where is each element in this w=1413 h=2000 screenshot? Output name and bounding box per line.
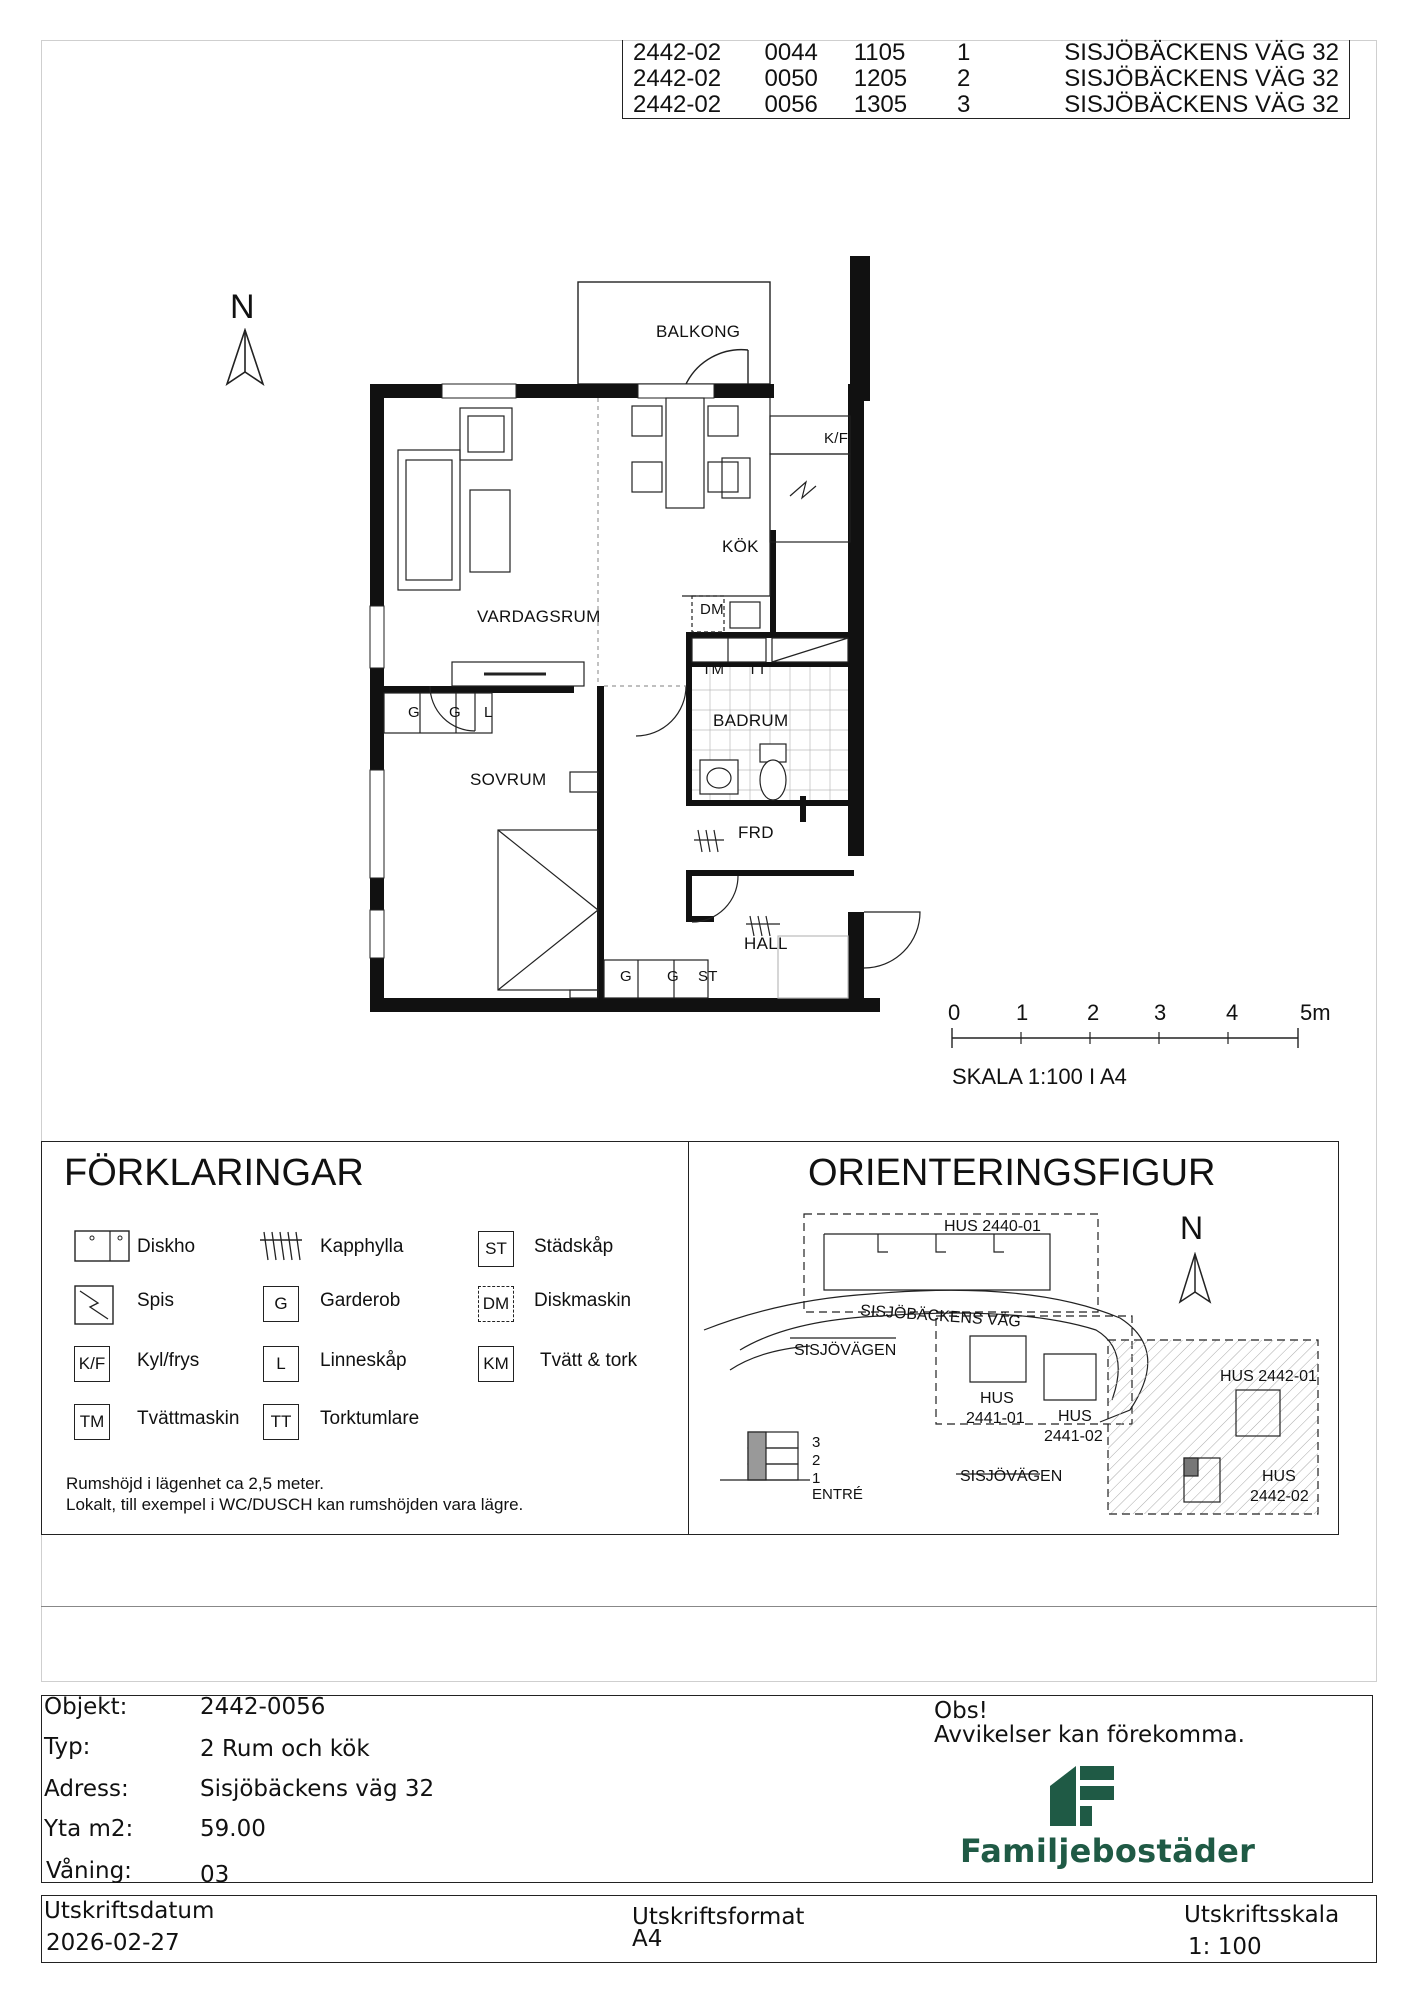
- legend-label-km: Tvätt & tork: [540, 1350, 638, 1371]
- site-label-hus-2442-01: HUS 2442-01: [1220, 1368, 1317, 1385]
- units-table-cell: 1305: [853, 91, 908, 118]
- legend-label-sink: Diskho: [137, 1236, 196, 1257]
- legend-label-g: Garderob: [320, 1290, 401, 1311]
- objekt-value: 2442-0056: [200, 1694, 326, 1720]
- fixture-st: ST: [698, 968, 718, 985]
- units-table: [622, 40, 1350, 119]
- legend-symbol-km: KM: [478, 1346, 514, 1382]
- legend-symbol-dm: DM: [478, 1286, 514, 1322]
- legend-symbol-g: G: [263, 1286, 299, 1322]
- site-label-hus-2441-01-b: 2441-01: [966, 1410, 1025, 1427]
- legend-label-coat-rack: Kapphylla: [320, 1236, 404, 1257]
- vaning-value: 03: [200, 1862, 230, 1888]
- site-label-floor-2: 2: [812, 1452, 821, 1469]
- fixture-g2: G: [449, 704, 461, 721]
- legend-label-kf: Kyl/frys: [137, 1350, 200, 1371]
- scale-tick-5: 5m: [1300, 1000, 1331, 1025]
- scale-label: SKALA 1:100 I A4: [952, 1064, 1127, 1089]
- units-table-cell: 2: [956, 65, 971, 92]
- familjebostader-logo-icon: [1050, 1764, 1114, 1826]
- coat-rack-icon: [258, 1230, 304, 1262]
- orientation-title: ORIENTERINGSFIGUR: [808, 1152, 1216, 1194]
- room-label-bedroom: SOVRUM: [470, 770, 547, 789]
- room-label-kitchen: KÖK: [722, 537, 759, 556]
- scale-tick-0: 0: [948, 1000, 961, 1025]
- legend-label-tt: Torktumlare: [320, 1408, 420, 1429]
- print-format-value: A4: [632, 1926, 663, 1952]
- objekt-label: Objekt:: [44, 1694, 128, 1720]
- units-table-row: [623, 66, 1350, 92]
- units-table-cell: 2442-02: [633, 39, 722, 66]
- site-label-hus-2440: HUS 2440-01: [944, 1218, 1041, 1235]
- vaning-label: Våning:: [46, 1858, 132, 1884]
- scale-tick-1: 1: [1016, 1000, 1029, 1025]
- print-scale-label: Utskriftsskala: [1184, 1902, 1340, 1928]
- page-divider: [41, 1606, 1377, 1607]
- scale-tick-4: 4: [1226, 1000, 1239, 1025]
- units-table-cell: 1: [956, 39, 971, 66]
- legend-symbol-tt: TT: [263, 1404, 299, 1440]
- units-table-row: [623, 92, 1350, 119]
- units-table-row: [623, 40, 1350, 66]
- site-label-hus-2442-02-b: 2442-02: [1250, 1488, 1309, 1505]
- scale-tick-3: 3: [1154, 1000, 1167, 1025]
- legend-note-2: Lokalt, till exempel i WC/DUSCH kan rumshöjden vara lägre.: [66, 1495, 524, 1514]
- notice-line-1: Obs!: [934, 1698, 988, 1724]
- fixture-l: L: [484, 704, 493, 721]
- north-arrow-icon: [224, 328, 266, 388]
- fixture-g3: G: [620, 968, 632, 985]
- plan-north-label: N: [230, 288, 255, 326]
- legend-title: FÖRKLARINGAR: [64, 1152, 364, 1194]
- site-label-street-1: SISJÖVÄGEN: [794, 1342, 897, 1359]
- legend-label-stove: Spis: [137, 1290, 174, 1311]
- fixture-kf: K/F: [824, 430, 849, 447]
- site-label-entrance: ENTRÉ: [812, 1486, 863, 1503]
- site-label-street-2: SISJÖVÄGEN: [960, 1468, 1063, 1485]
- notice-line-2: Avvikelser kan förekomma.: [934, 1722, 1245, 1748]
- legend-label-l: Linneskåp: [320, 1350, 407, 1371]
- legend-symbol-kf: K/F: [74, 1346, 110, 1382]
- units-table-cell: 1105: [853, 39, 906, 66]
- room-label-living: VARDAGSRUM: [477, 607, 601, 626]
- scale-tick-2: 2: [1087, 1000, 1100, 1025]
- units-table-cell: SISJÖBÄCKENS VÄG 32: [1064, 65, 1339, 92]
- print-format-label: Utskriftsformat: [632, 1904, 805, 1930]
- site-label-hus-2441-01-a: HUS: [980, 1390, 1014, 1407]
- site-label-street-main: SISJÖBÄCKENS VÄG: [859, 1302, 1022, 1331]
- units-table-cell: 3: [956, 91, 971, 118]
- fixture-tt: TT: [748, 661, 767, 678]
- room-label-storage: FRD: [738, 823, 774, 842]
- yta-label: Yta m2:: [44, 1816, 134, 1842]
- print-scale-value: 1: 100: [1188, 1934, 1262, 1960]
- legend-symbol-l: L: [263, 1346, 299, 1382]
- site-label-hus-2441-02-a: HUS: [1058, 1408, 1092, 1425]
- typ-value: 2 Rum och kök: [200, 1736, 370, 1762]
- units-table-cell: SISJÖBÄCKENS VÄG 32: [1064, 39, 1339, 66]
- units-table-cell: SISJÖBÄCKENS VÄG 32: [1064, 91, 1339, 118]
- site-label-hus-2441-02-b: 2441-02: [1044, 1428, 1103, 1445]
- scale-bar-graphic: [950, 1026, 1300, 1050]
- units-table-cell: 0056: [764, 91, 818, 118]
- adress-label: Adress:: [44, 1776, 129, 1802]
- adress-value: Sisjöbäckens väg 32: [200, 1776, 435, 1802]
- legend-label-st: Städskåp: [534, 1236, 614, 1257]
- site-label-floor-3: 3: [812, 1434, 821, 1451]
- room-label-balcony: BALKONG: [656, 322, 741, 341]
- typ-label: Typ:: [44, 1734, 91, 1760]
- brand-name: Familjebostäder: [960, 1832, 1256, 1870]
- legend-symbol-tm: TM: [74, 1404, 110, 1440]
- room-label-bathroom: BADRUM: [713, 711, 789, 730]
- units-table-cell: 2442-02: [633, 91, 722, 118]
- fixture-g4: G: [667, 968, 679, 985]
- site-north-label: N: [1180, 1210, 1204, 1246]
- units-table-cell: 1205: [853, 65, 908, 92]
- site-label-hus-2442-02-a: HUS: [1262, 1468, 1296, 1485]
- legend-note-1: Rumshöjd i lägenhet ca 2,5 meter.: [66, 1474, 324, 1493]
- print-date-label: Utskriftsdatum: [44, 1898, 215, 1924]
- legend-label-tm: Tvättmaskin: [137, 1408, 240, 1429]
- fixture-tm: TM: [702, 661, 725, 678]
- print-date-value: 2026-02-27: [46, 1930, 180, 1956]
- units-table-cell: 2442-02: [633, 65, 722, 92]
- fixture-g1: G: [408, 704, 420, 721]
- fixture-dm: DM: [700, 601, 724, 618]
- legend-symbol-st: ST: [478, 1231, 514, 1267]
- units-table-cell: 0050: [764, 65, 818, 92]
- room-label-hall: HALL: [744, 934, 788, 953]
- sink-icon: [74, 1230, 130, 1262]
- legend-label-dm: Diskmaskin: [534, 1290, 632, 1311]
- stove-icon: [74, 1285, 114, 1325]
- site-label-floor-1: 1: [812, 1470, 821, 1487]
- floor-plan: [360, 250, 940, 1020]
- yta-value: 59.00: [200, 1816, 266, 1842]
- site-north-arrow-icon: [1177, 1252, 1213, 1306]
- units-table-cell: 0044: [764, 39, 818, 66]
